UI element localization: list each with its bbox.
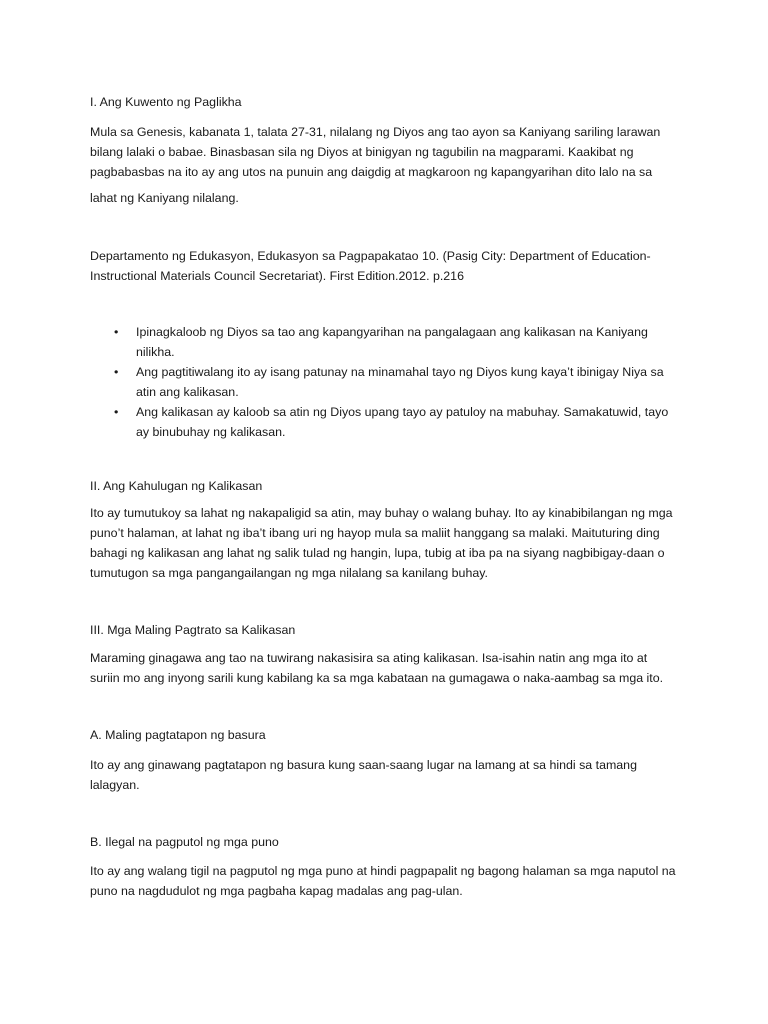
bullet-list xyxy=(90,322,680,442)
subsection-b-paragraph: Ito ay ang walang tigil na pagputol ng mga puno at hindi pagpapalit ng bagong halaman sa mga naputol na puno na nagdudulot ng mga pagbaha kapag madalas ang pag-ulan. xyxy=(90,864,676,898)
list-item xyxy=(90,362,680,402)
section-2-paragraph: Ito ay tumutukoy sa lahat ng nakapaligid sa atin, may buhay o walang buhay. Ito ay kinabibilangan ng mga puno’t halaman, at lahat ng iba’t ibang uri ng hayop mula sa maliit hanggang sa malaki. Maituturing ding bahagi ng kalikasan ang lahat ng salik tulad ng hangin, lupa, tubig at iba pa na siyang nagbibigay-daan o tumutugon sa mga pangangailangan ng mga nilalang sa kanilang buhay. xyxy=(90,506,673,580)
list-item-text: Ang pagtitiwalang ito ay isang patunay na minamahal tayo ng Diyos kung kaya’t ibinigay Niya sa atin ang kalikasan. xyxy=(136,365,664,399)
bullet-icon: • xyxy=(114,325,119,339)
section-1-paragraph-continuation: lahat ng Kaniyang nilalang. xyxy=(90,191,239,205)
section-3-heading: III. Mga Maling Pagtrato sa Kalikasan xyxy=(90,623,296,637)
list-item xyxy=(90,402,680,442)
section-3-paragraph: Maraming ginagawa ang tao na tuwirang nakasisira sa ating kalikasan. Isa-isahin natin ang mga ito at suriin mo ang inyong sarili kung kabilang ka sa mga kabataan na gumagawa o naka-aambag sa mga ito. xyxy=(90,651,664,685)
subsection-b-heading: B. Ilegal na pagputol ng mga puno xyxy=(90,835,279,849)
list-item-text: Ipinagkaloob ng Diyos sa tao ang kapangyarihan na pangalagaan ang kalikasan na Kaniyang nilikha. xyxy=(136,325,648,359)
list-item xyxy=(90,322,680,362)
list-item-text: Ang kalikasan ay kaloob sa atin ng Diyos upang tayo ay patuloy na mabuhay. Samakatuwid, tayo ay binubuhay ng kalikasan. xyxy=(136,405,669,439)
section-1-heading: I. Ang Kuwento ng Paglikha xyxy=(90,95,242,109)
bullet-icon: • xyxy=(114,365,119,379)
bullet-icon: • xyxy=(114,405,119,419)
section-2-heading: II. Ang Kahulugan ng Kalikasan xyxy=(90,479,263,493)
section-1-paragraph: Mula sa Genesis, kabanata 1, talata 27-31, nilalang ng Diyos ang tao ayon sa Kaniyang sariling larawan bilang lalaki o babae. Binasbasan sila ng Diyos at binigyan ng tagubilin na magparami. Kaakibat ng pagbabasbas na ito ay ang utos na punuin ang daigdig at magkaroon ng kapangyarihan dito lalo na sa xyxy=(90,125,661,179)
subsection-a-heading: A. Maling pagtatapon ng basura xyxy=(90,728,266,742)
citation: Departamento ng Edukasyon, Edukasyon sa Pagpapakatao 10. (Pasig City: Department of Education-Instructional Materials Council Secretariat). First Edition.2012. p.216 xyxy=(90,249,651,283)
subsection-a-paragraph: Ito ay ang ginawang pagtatapon ng basura kung saan-saang lugar na lamang at sa hindi sa tamang lalagyan. xyxy=(90,758,637,792)
